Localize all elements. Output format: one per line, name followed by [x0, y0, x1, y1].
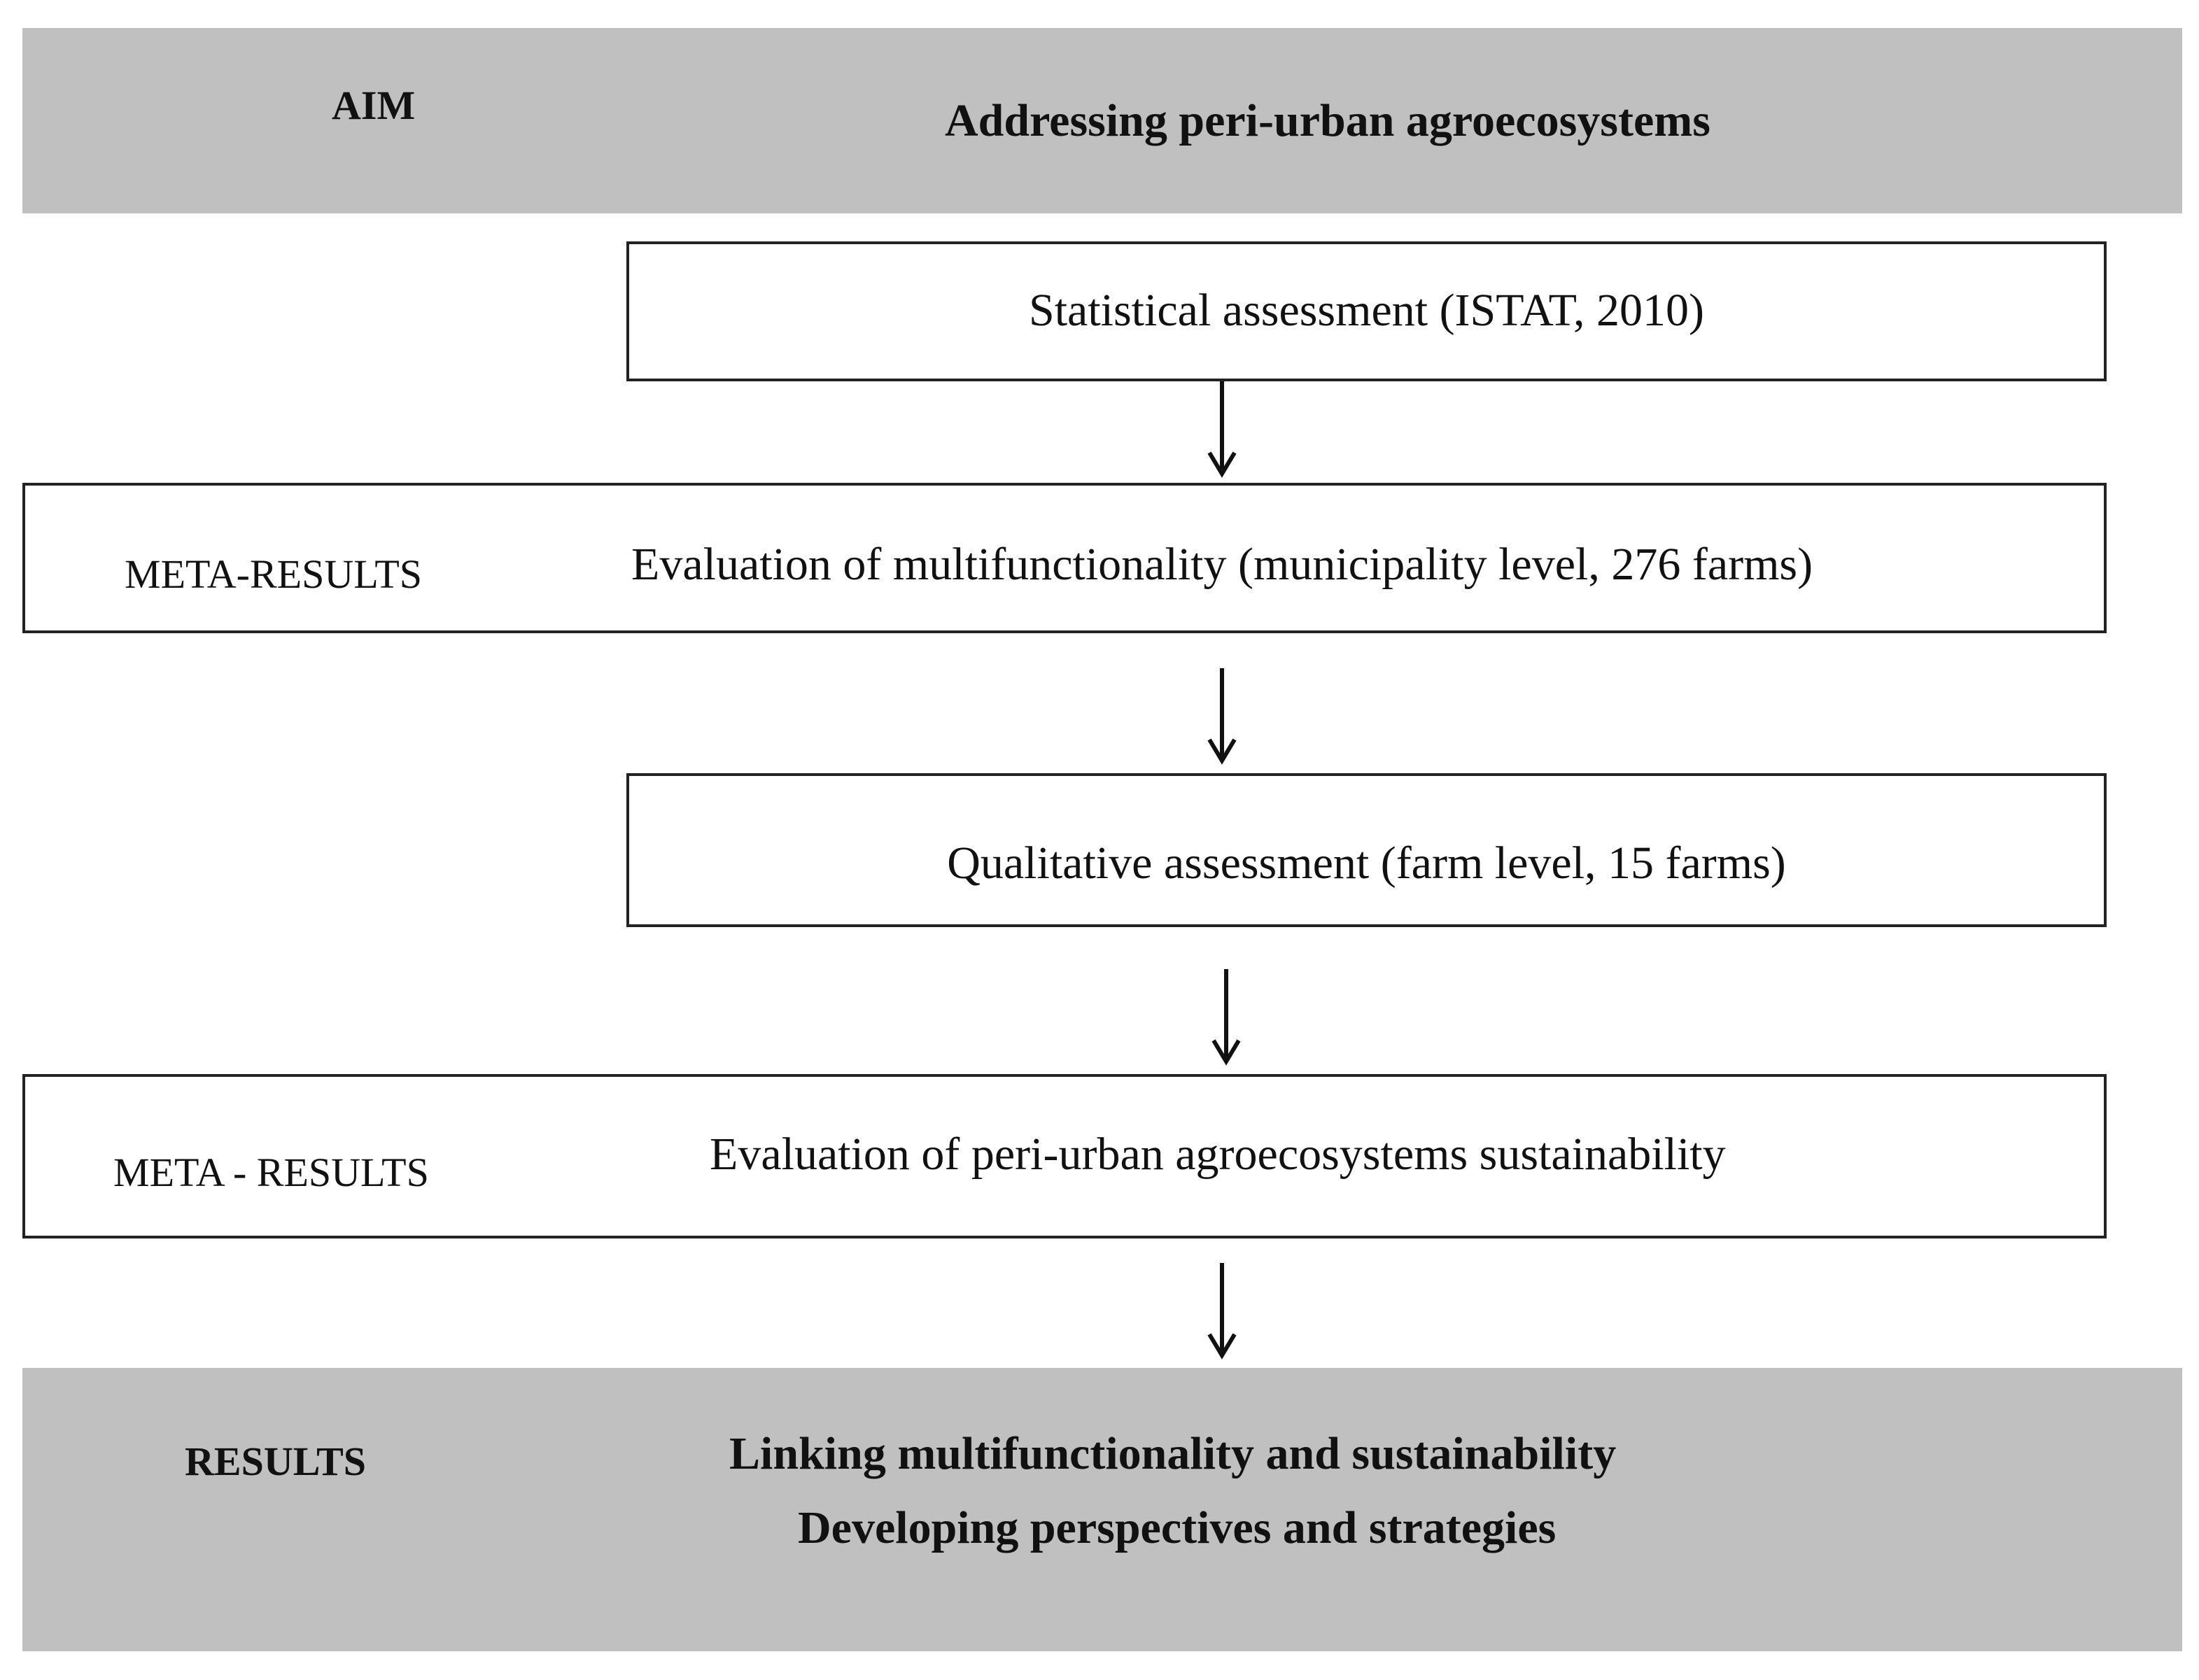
meta-results-label: META - RESULTS: [113, 1150, 429, 1195]
results-line-developing: Developing perspectives and strategies: [798, 1502, 1557, 1553]
sustainability-evaluation-text: Evaluation of peri-urban agroecosystems sustainability: [710, 1129, 1726, 1180]
results-label: RESULTS: [185, 1439, 367, 1484]
statistical-assessment-text: Statistical assessment (ISTAT, 2010): [1028, 285, 1705, 336]
aim-label: AIM: [332, 83, 416, 128]
statistical-assessment-box: [626, 241, 2107, 381]
results-band: [22, 1368, 2182, 1651]
multifunctionality-evaluation-text: Evaluation of multifunctionality (municipality level, 276 farms): [631, 539, 1813, 590]
aim-text: Addressing peri-urban agroecosystems: [945, 95, 1710, 146]
qualitative-assessment-text: Qualitative assessment (farm level, 15 farms): [947, 838, 1786, 889]
sustainability-evaluation-box: [22, 1074, 2107, 1238]
aim-band: [22, 28, 2182, 213]
meta-results-label: META-RESULTS: [125, 551, 423, 597]
qualitative-assessment-box: [626, 773, 2107, 927]
multifunctionality-evaluation-box: [22, 483, 2107, 633]
results-line-linking: Linking multifunctionality and sustainability: [729, 1428, 1617, 1479]
